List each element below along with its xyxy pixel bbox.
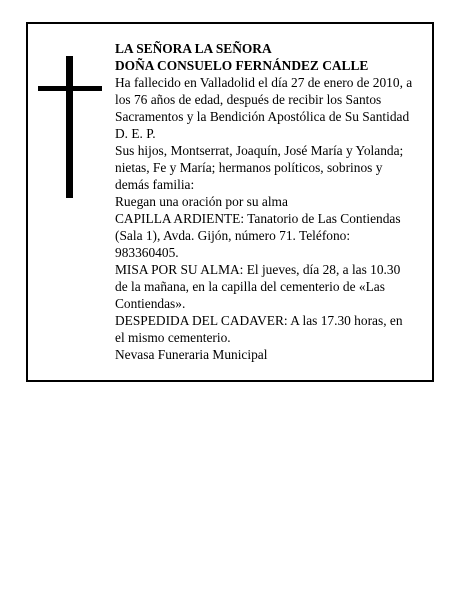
notice-line: CAPILLA ARDIENTE: Tanatorio de Las Contiendas — [115, 211, 401, 226]
notice-line: MISA POR SU ALMA: El jueves, día 28, a las 10.30 — [115, 262, 401, 277]
notice-line: Contiendas». — [115, 296, 186, 311]
notice-line: D. E. P. — [115, 126, 156, 141]
obituary-notice — [26, 22, 434, 382]
notice-line: DESPEDIDA DEL CADAVER: A las 17.30 horas, en — [115, 313, 403, 328]
cross-icon-crossbar — [38, 86, 102, 91]
notice-line: Ha fallecido en Valladolid el día 27 de enero de 2010, a — [115, 75, 413, 90]
notice-line: Sacramentos y la Bendición Apostólica de Su Santidad — [115, 109, 410, 124]
notice-line: 983360405. — [115, 245, 179, 260]
notice-line: Sus hijos, Montserrat, Joaquín, José María y Yolanda; — [115, 143, 404, 158]
notice-line: de la mañana, en la capilla del cementerio de «Las — [115, 279, 385, 294]
heading-line-1: LA SEÑORA LA SEÑORA — [115, 41, 272, 56]
notice-line: el mismo cementerio. — [115, 330, 231, 345]
notice-text — [115, 40, 427, 363]
notice-line: nietas, Fe y María; hermanos políticos, sobrinos y — [115, 160, 383, 175]
notice-line: los 76 años de edad, después de recibir los Santos — [115, 92, 382, 107]
notice-line: (Sala 1), Avda. Gijón, número 71. Teléfono: — [115, 228, 351, 243]
notice-line: Nevasa Funeraria Municipal — [115, 347, 268, 362]
deceased-name: DOÑA CONSUELO FERNÁNDEZ CALLE — [115, 58, 369, 73]
cross-icon — [66, 56, 73, 198]
notice-line: Ruegan una oración por su alma — [115, 194, 288, 209]
notice-line: demás familia: — [115, 177, 195, 192]
